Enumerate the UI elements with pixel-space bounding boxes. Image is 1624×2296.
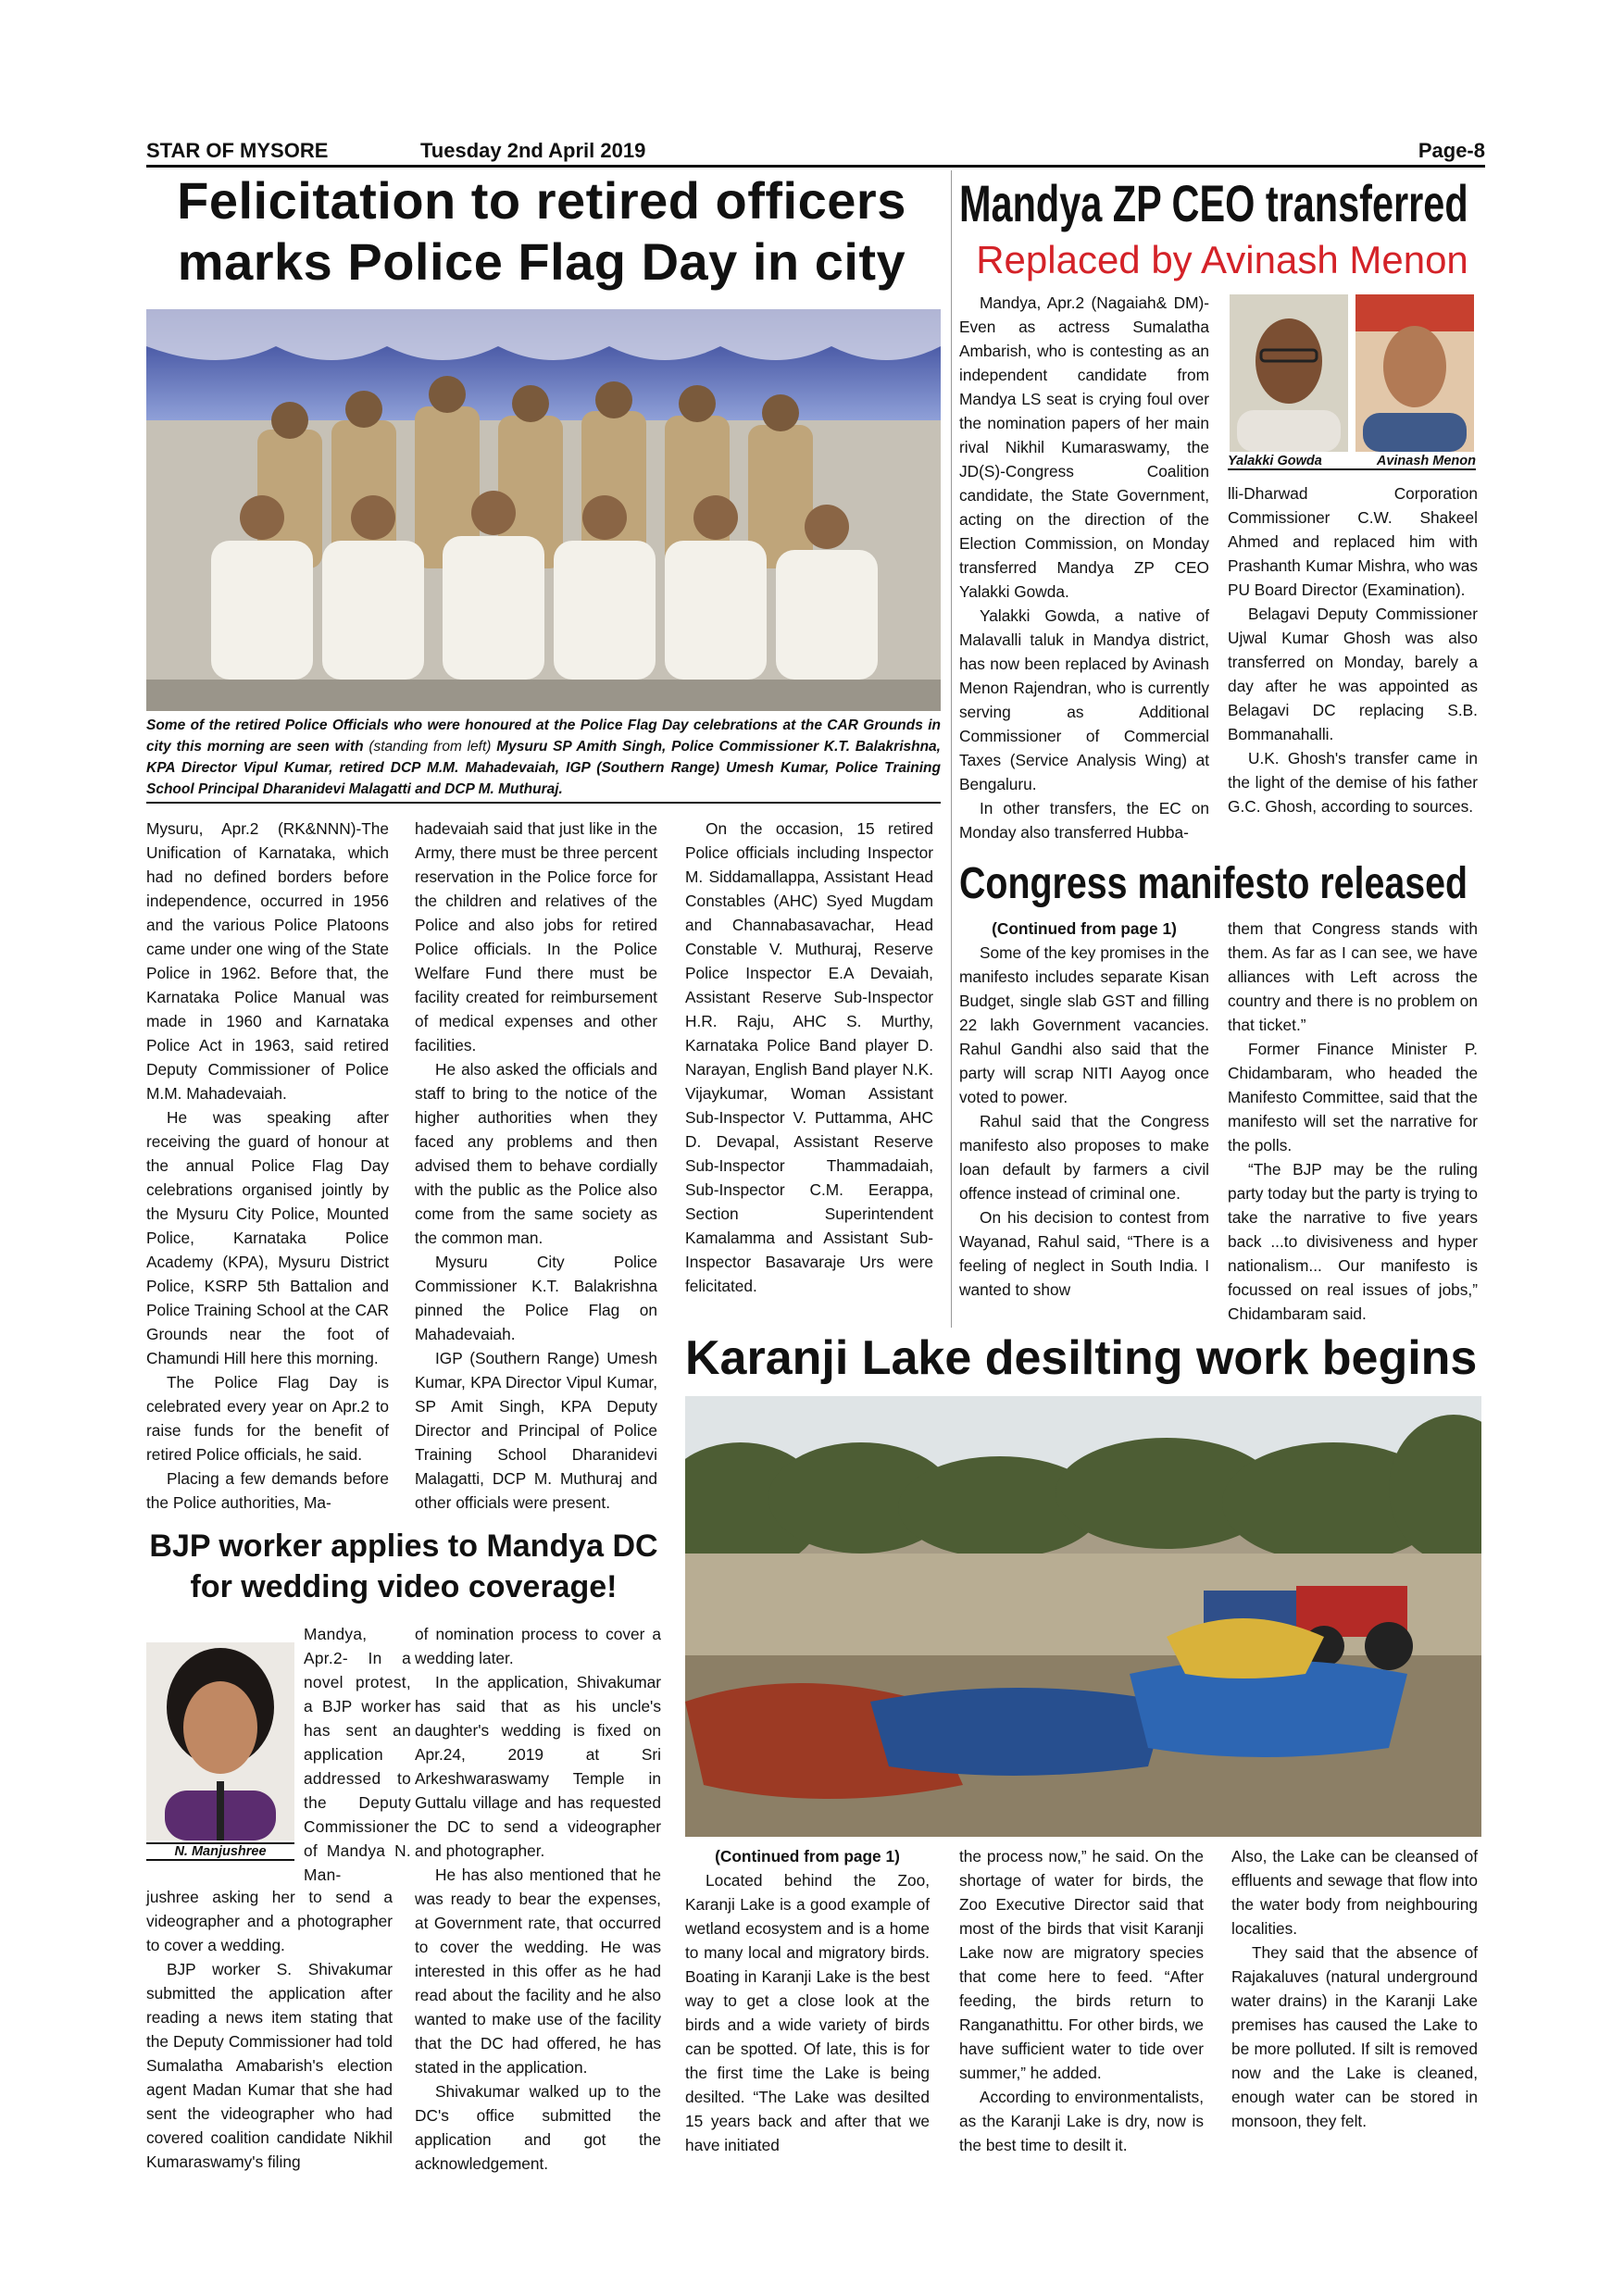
- police-headline-line2: marks Police Flag Day in city: [177, 232, 906, 291]
- police-headline: [139, 170, 944, 293]
- congress-p6: “The BJP may be the ruling party today but the party is trying to take the narrative to five years back ...to divisiveness and hyper nationalism... Our manifesto is focussed on real issues of jobs,” Chidambaram said.: [1228, 1160, 1478, 1323]
- masthead-rule: [146, 165, 1485, 168]
- karanji-headline: Karanji Lake desilting work begins: [685, 1331, 1478, 1385]
- bjp-p6: He has also mentioned that he was ready to bear the expenses, at Government rate, that occurred to cover the wedding. He was interested in this offer as he had read about the facility and he also wanted to make use of the facility that the DC had offered, he has stated in the application.: [415, 1866, 661, 2077]
- police-p7: Mysuru City Police Commissioner K.T. Balakrishna pinned the Police Flag on Mahadevaiah.: [415, 1253, 657, 1343]
- congress-p5: Former Finance Minister P. Chidambaram, who headed the Manifesto Committee, said that the manifesto will set the narrative for the polls.: [1228, 1040, 1478, 1154]
- police-col-2: [415, 817, 657, 1515]
- karanji-col-2: [959, 1844, 1204, 2157]
- caption-part1: Some of the retired Police Officials who were honoured at the Police Flag Day celebrations at the CAR Grounds in city this morning are seen with: [146, 718, 941, 755]
- police-p5: hadevaiah said that just like in the Army, there must be three percent reservation in the Police force for the children and relatives of the Police and also jobs for retired Police officials. In the Police Welfare Fund there must be facility created for reimbursement of medical expenses and other facilities.: [415, 819, 657, 1054]
- karanji-col-1: [685, 1844, 930, 2157]
- karanji-p5: They said that the absence of Rajakaluves (natural underground water drains) in the Karanji Lake premises has caused the Lake to be more polluted. If silt is removed now and the Lake is cleaned, enough water can be stored in monsoon, they felt.: [1231, 1943, 1478, 2130]
- masthead: [146, 135, 1485, 163]
- police-col-3: [685, 817, 933, 1298]
- congress-col-2: [1228, 917, 1478, 1326]
- bjp-p4: of nomination process to cover a wedding later.: [415, 1625, 661, 1667]
- mandya-p3: In other transfers, the EC on Monday also transferred Hubba-: [959, 799, 1209, 842]
- avinash-menon-image: [1355, 294, 1474, 452]
- bjp-p5: In the application, Shivakumar has said that as his uncle's daughter's wedding is fixed on Apr.24, 2019 at Sri Arkeshwaraswamy Temple in Guttalu village and has requested the DC to send a videographer and photographer.: [415, 1673, 661, 1860]
- bjp-headline-line2: for wedding video coverage!: [190, 1569, 618, 1604]
- congress-col-1: [959, 917, 1209, 1302]
- karanji-p2: the process now,” he said. On the shortage of water for birds, the Zoo Executive Director said that most of the birds that visit Karanji Lake now are migratory species that come here to feed. “After feeding, the birds return to Ranganathittu. For other birds, we have sufficient water to tide over summer,” he added.: [959, 1847, 1204, 2082]
- bjp-p2: jushree asking her to send a videographer and a photographer to cover a wedding.: [146, 1888, 393, 1954]
- yalakki-gowda-image: [1230, 294, 1348, 452]
- mandya-p5: Belagavi Deputy Commissioner Ujwal Kumar Ghosh was also transferred on Monday, barely a day after he was appointed as Belagavi DC replacing S.B. Bommanahalli.: [1228, 605, 1478, 743]
- karanji-continued: (Continued from page 1): [715, 1847, 900, 1866]
- bjp-headline-line1: BJP worker applies to Mandya DC: [149, 1529, 658, 1564]
- karanji-p1: Located behind the Zoo, Karanji Lake is a good example of wetland ecosystem and is a home to many local and migratory birds. Boating in Karanji Lake is the best way to get a close look at the birds and a wide variety of birds can be spotted. Of late, this is for the first time the Lake is being desilted. “The Lake was desilted 15 years back and after that we have initiated: [685, 1871, 930, 2154]
- police-p3: The Police Flag Day is celebrated every year on Apr.2 to raise funds for the benefit of retired Police officials, he said.: [146, 1373, 389, 1464]
- congress-headline: Congress manifesto released: [959, 859, 1468, 908]
- police-col-1: [146, 817, 389, 1515]
- manjushree-name: N. Manjushree: [146, 1842, 294, 1861]
- police-p8: IGP (Southern Range) Umesh Kumar, KPA Director Vipul Kumar, SP Amit Singh, KPA Deputy Director and Principal of Police Training School Dharanidevi Malagatti, DCP M. Muthuraj and other officials were present.: [415, 1349, 657, 1512]
- police-photo-image: [146, 309, 941, 711]
- photo2-name: Avinash Menon: [1376, 454, 1476, 468]
- police-p1: Mysuru, Apr.2 (RK&NNN)-The Unification of Karnataka, which had no defined borders before independence, occurred in 1956 and the various Police Platoons came under one wing of the State Police in 1962. Before that, the Karnataka Police Manual was made in 1960 and Karnataka Police Act in 1963, said retired Deputy Commissioner of Police M.M. Mahadevaiah.: [146, 819, 389, 1103]
- bjp-p7: Shivakumar walked up to the DC's office submitted the application and got the acknowledgement.: [415, 2082, 661, 2173]
- karanji-col-3: [1231, 1844, 1478, 2133]
- congress-p3: On his decision to contest from Wayanad, Rahul said, “There is a feeling of neglect in South India. I wanted to show: [959, 1208, 1209, 1299]
- bjp-p3: BJP worker S. Shivakumar submitted the application after reading a news item stating that the Deputy Commissioner had told Sumalatha Amabarish's election agent Madan Kumar that she had sent the videographer who had covered coalition candidate Nikhil Kumaraswamy's filing: [146, 1960, 393, 2171]
- photo1-name: Yalakki Gowda: [1228, 454, 1322, 468]
- mandya-headline: Mandya ZP CEO transferred: [959, 174, 1468, 232]
- page-number: Page-8: [1418, 139, 1485, 162]
- police-p4: Placing a few demands before the Police authorities, Ma-: [146, 1469, 389, 1512]
- mandya-col-1: [959, 291, 1209, 844]
- yalakki-gowda-photo: [1230, 294, 1348, 452]
- police-headline-line1: Felicitation to retired officers: [177, 171, 906, 230]
- issue-date: Tuesday 2nd April 2019: [420, 139, 646, 162]
- congress-p4: them that Congress stands with them. As far as I can see, we have alliances with Left across the country and there is no problem on that ticket.”: [1228, 919, 1478, 1034]
- karanji-lake-image: [685, 1396, 1481, 1837]
- police-photo-caption: [146, 715, 941, 800]
- avinash-menon-photo: [1355, 294, 1474, 452]
- bjp-col-1: [146, 1885, 393, 2174]
- mandya-subhead: Replaced by Avinash Menon: [976, 238, 1468, 281]
- manjushree-photo: [146, 1642, 294, 1841]
- karanji-lake-photo: [685, 1396, 1481, 1837]
- karanji-p4: Also, the Lake can be cleansed of effluents and sewage that flow into the water body from neighbouring localities.: [1231, 1847, 1478, 1938]
- mandya-p2: Yalakki Gowda, a native of Malavalli taluk in Mandya district, has now been replaced by Avinash Menon Rajendran, who is currently serving as Additional Commissioner of Commercial Taxes (Service Analysis Wing) at Bengaluru.: [959, 606, 1209, 793]
- column-divider: [951, 170, 952, 1328]
- police-caption-rule: [146, 802, 941, 804]
- karanji-p3: According to environmentalists, as the Karanji Lake is dry, now is the best time to desilt it.: [959, 2088, 1204, 2154]
- bjp-p1: Mandya, Apr.2- In a novel protest, a BJP worker has sent an application addressed to the Deputy Commissioner of Mandya N. Man-: [304, 1625, 411, 1884]
- mandya-p6: U.K. Ghosh's transfer came in the light of the demise of his father G.C. Ghosh, according to sources.: [1228, 749, 1478, 816]
- police-p9: On the occasion, 15 retired Police officials including Inspector M. Siddamallappa, Assistant Head Constables (AHC) Syed Mugdam and Channabasavachar, Head Constable V. Muthuraj, Reserve Police Inspector E.A Devaiah, Assistant Reserve Sub-Inspector H.R. Raju, AHC S. Murthy, Karnataka Police Band player D. Narayan, English Band player N.K. Vijaykumar, Woman Assistant Sub-Inspector V. Puttamma, AHC D. Devapal, Assistant Reserve Sub-Inspector Thammadaiah, Sub-Inspector C.M. Eerappa, Section Superintendent Kamalamma and Assistant Sub-Inspector Basavaraje Urs were felicitated.: [685, 819, 933, 1295]
- congress-p2: Rahul said that the Congress manifesto also proposes to make loan default by farmers a civil offence instead of criminal one.: [959, 1112, 1209, 1203]
- mandya-p4: lli-Dharwad Corporation Commissioner C.W. Shakeel Ahmed and replaced him with Prashanth Kumar Mishra, who was PU Board Director (Examination).: [1228, 484, 1478, 599]
- bjp-col-1-side: [304, 1622, 411, 1887]
- police-p6: He also asked the officials and staff to bring to the notice of the higher authorities when they faced any problems and then advised them to behave cordially with the public as the Police also come from the same society as the common man.: [415, 1060, 657, 1247]
- manjushree-image: [146, 1642, 294, 1841]
- bjp-col-2: [415, 1622, 661, 2176]
- congress-continued: (Continued from page 1): [992, 919, 1177, 938]
- mandya-photo-names: [1228, 454, 1476, 470]
- police-p2: He was speaking after receiving the guard of honour at the annual Police Flag Day celebrations organised jointly by the Mysuru City Police, Mounted Police, Karnataka Police Academy (KPA), Mysuru District Police, KSRP 5th Battalion and Police Training School at the CAR Grounds near the foot of Chamundi Hill here this morning.: [146, 1108, 389, 1367]
- paper-name: STAR OF MYSORE: [146, 139, 329, 162]
- mandya-col-2: [1228, 481, 1478, 818]
- caption-part3: Mysuru SP Amith Singh, Police Commissioner K.T. Balakrishna, KPA Director Vipul Kumar, retired DCP M.M. Mahadevaiah, IGP (Southern Range) Umesh Kumar, Police Training School Principal Dharanidevi Malagatti and DCP M. Muthuraj.: [146, 739, 941, 797]
- congress-p1: Some of the key promises in the manifesto includes separate Kisan Budget, single slab GST and filling 22 lakh Government vacancies. Rahul Gandhi also said that the party will scrap NITI Aayog once voted to power.: [959, 943, 1209, 1106]
- bjp-headline: [139, 1526, 668, 1607]
- caption-part2: (standing from left): [369, 739, 492, 755]
- police-photo: [146, 309, 941, 711]
- mandya-p1: Mandya, Apr.2 (Nagaiah& DM)- Even as actress Sumalatha Ambarish, who is contesting as an independent candidate from Mandya LS seat is crying foul over the nomination papers of her main rival Nikhil Kumaraswamy, the JD(S)-Congress Coalition candidate, the State Government, acting on the direction of the Election Commission, on Monday transferred Mandya ZP CEO Yalakki Gowda.: [959, 293, 1209, 601]
